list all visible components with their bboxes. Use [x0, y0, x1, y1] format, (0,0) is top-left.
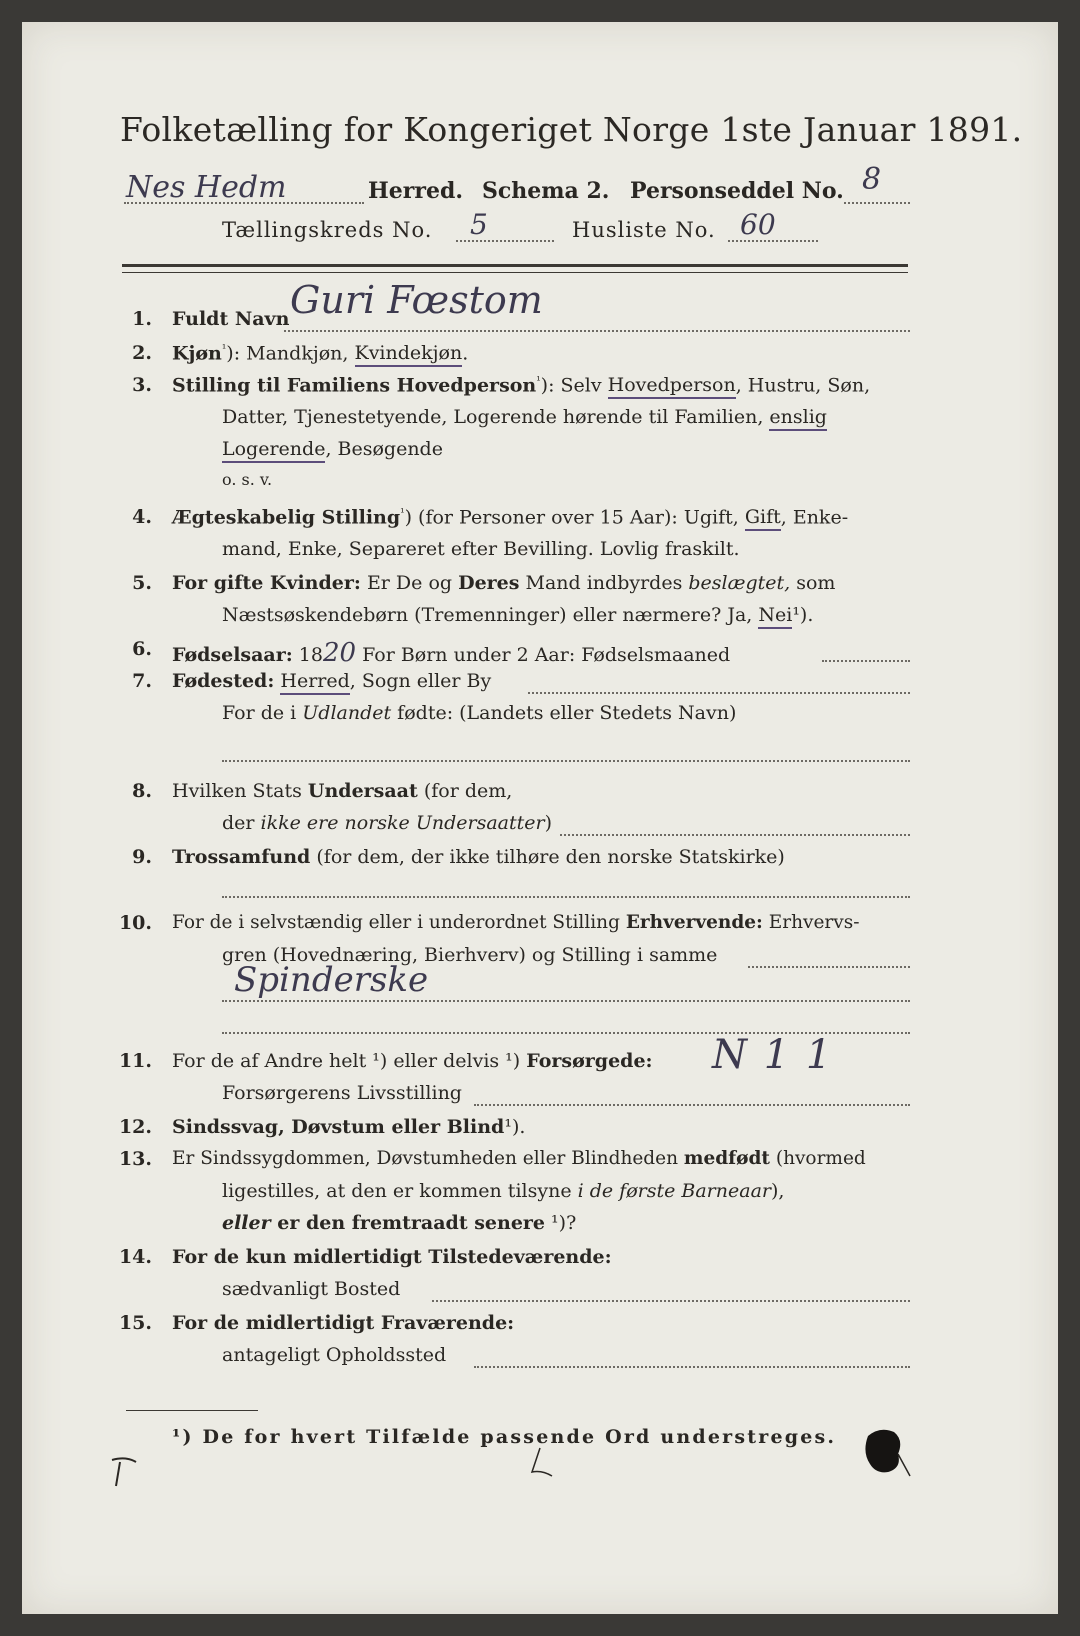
personseddel-label: Personseddel No.: [630, 178, 844, 204]
item-10-line-1: For de i selvstændig eller i underordnet Stilling Erhvervende: Erhvervs-: [172, 912, 860, 933]
item-13-line-2: ligestilles, at den er kommen tilsyne i de første Barneaar),: [222, 1180, 785, 1202]
item-10-line-2: gren (Hovednæring, Bierhverv) og Stilling i samme: [222, 944, 718, 966]
herred-label: Herred.: [368, 178, 464, 204]
item-14-number: 14.: [118, 1246, 152, 1268]
item-10-answer-occupation: Spinderske: [234, 960, 429, 1000]
item-4-line-1: Ægteskabelig Stilling$^{^1}$) (for Personer over 15 Aar): Ugift, Gift, Enke-: [172, 506, 848, 528]
item-5-number: 5.: [132, 572, 152, 594]
item-3-line-2: Datter, Tjenestetyende, Logerende hørende til Familien, enslig: [222, 406, 827, 428]
census-form-page: [22, 22, 1058, 1614]
item-9-line: Trossamfund (for dem, der ikke tilhøre den norske Statskirke): [172, 846, 785, 868]
item-4-underlined-gift: Gift: [745, 506, 781, 531]
husliste-dotline: [728, 240, 818, 242]
item-11-number: 11.: [118, 1050, 152, 1072]
item-15-line-1: For de midlertidigt Fraværende:: [172, 1312, 515, 1334]
item-11-line-1: For de af Andre helt ¹) eller delvis ¹) Forsørgede:: [172, 1050, 653, 1072]
item-3-underlined-enslig: enslig: [769, 406, 827, 431]
item-6-dotline: [822, 660, 910, 662]
item-4-number: 4.: [132, 506, 152, 528]
herred-dotline: [124, 202, 364, 204]
item-11-answer-handwritten: N 1 1: [712, 1032, 834, 1078]
footnote-rule: [126, 1410, 258, 1411]
item-8-dotline: [560, 834, 910, 836]
item-13-number: 13.: [118, 1148, 152, 1170]
item-3-number: 3.: [132, 374, 152, 396]
item-6-birth-year-handwritten: 20: [322, 638, 357, 668]
item-7-line-1: Fødested: Herred, Sogn eller By: [172, 670, 491, 692]
stray-mark-left: [106, 1452, 146, 1492]
item-12-line: Sindssvag, Døvstum eller Blind¹).: [172, 1116, 526, 1138]
item-7-dotline: [528, 692, 910, 694]
item-6-line: Fødselsaar: 1820 For Børn under 2 Aar: Fødselsmaaned: [172, 638, 731, 668]
item-3-line-4: o. s. v.: [222, 470, 273, 489]
item-10-dotline: [748, 966, 910, 968]
item-2-number: 2.: [132, 342, 152, 364]
item-11-line-2: Forsørgerens Livsstilling: [222, 1082, 462, 1104]
item-8-number: 8.: [132, 780, 152, 802]
item-1-label: Fuldt Navn: [172, 308, 290, 330]
taellingskreds-number: 5: [470, 208, 488, 241]
item-9-dotline: [222, 896, 910, 898]
herred-handwritten: Nes Hedm: [126, 170, 287, 205]
item-2-label: Kjøn: [172, 342, 222, 365]
item-11-dotline: [474, 1104, 910, 1106]
item-1-answer-name: Guri Fœstom: [290, 278, 543, 322]
item-5-line-2: Næstsøskendebørn (Tremenninger) eller nærmere? Ja, Nei¹).: [222, 604, 813, 626]
taellingskreds-dotline: [456, 240, 554, 242]
item-8-line-2: der ikke ere norske Undersaatter): [222, 812, 552, 834]
item-8-line-1: Hvilken Stats Undersaat (for dem,: [172, 780, 513, 802]
item-3-line-1: Stilling til Familiens Hovedperson$^{^1}$): Selv Hovedperson, Hustru, Søn,: [172, 374, 870, 396]
husliste-number: 60: [740, 208, 776, 241]
item-10-dotline-2: [222, 1000, 910, 1002]
item-13-line-1: Er Sindssygdommen, Døvstumheden eller Blindheden medfødt (hvormed: [172, 1148, 866, 1169]
item-1-number: 1.: [132, 308, 152, 330]
personseddel-dotline: [844, 202, 910, 204]
husliste-label: Husliste No.: [572, 218, 716, 242]
item-1-dotline: [284, 330, 910, 332]
item-10-number: 10.: [118, 912, 152, 934]
item-7-line-2: For de i Udlandet fødte: (Landets eller Stedets Navn): [222, 702, 737, 724]
personseddel-number: 8: [862, 162, 882, 197]
item-15-dotline: [474, 1366, 910, 1368]
item-5-underlined-nei: Nei: [758, 604, 792, 629]
item-3-underlined-hovedperson: Hovedperson: [608, 374, 736, 399]
item-15-line-2: antageligt Opholdssted: [222, 1344, 447, 1366]
header-rule-bottom: [122, 272, 908, 273]
item-14-dotline: [432, 1300, 910, 1302]
item-14-line-2: sædvanligt Bosted: [222, 1278, 401, 1300]
footnote: ¹) De for hvert Tilfælde passende Ord understreges.: [172, 1426, 837, 1448]
schema-label: Schema 2.: [482, 178, 610, 204]
item-5-line-1: For gifte Kvinder: Er De og Deres Mand indbyrdes beslægtet, som: [172, 572, 836, 594]
ink-blot: [858, 1424, 918, 1484]
item-2-underlined-kvindekjon: Kvindekjøn: [355, 342, 463, 367]
item-3-line-3: Logerende, Besøgende: [222, 438, 443, 460]
item-7-dotline-2: [222, 760, 910, 762]
item-4-line-2: mand, Enke, Separeret efter Bevilling. Lovlig fraskilt.: [222, 538, 740, 560]
item-6-number: 6.: [132, 638, 152, 660]
item-7-number: 7.: [132, 670, 152, 692]
item-15-number: 15.: [118, 1312, 152, 1334]
form-title: Folketælling for Kongeriget Norge 1ste Januar 1891.: [120, 110, 1023, 149]
item-13-line-3: eller er den fremtraadt senere ¹)?: [222, 1212, 577, 1234]
item-7-underlined-herred: Herred: [280, 670, 349, 695]
item-12-number: 12.: [118, 1116, 152, 1138]
item-2-text: Kjøn$^{^1}$): Mandkjøn, Kvindekjøn.: [172, 342, 468, 364]
taellingskreds-label: Tællingskreds No.: [222, 218, 433, 242]
item-14-line-1: For de kun midlertidigt Tilstedeværende:: [172, 1246, 612, 1268]
stray-mark-center: [522, 1442, 572, 1492]
item-3-underlined-logerende: Logerende: [222, 438, 325, 463]
item-9-number: 9.: [132, 846, 152, 868]
header-rule-top: [122, 264, 908, 267]
